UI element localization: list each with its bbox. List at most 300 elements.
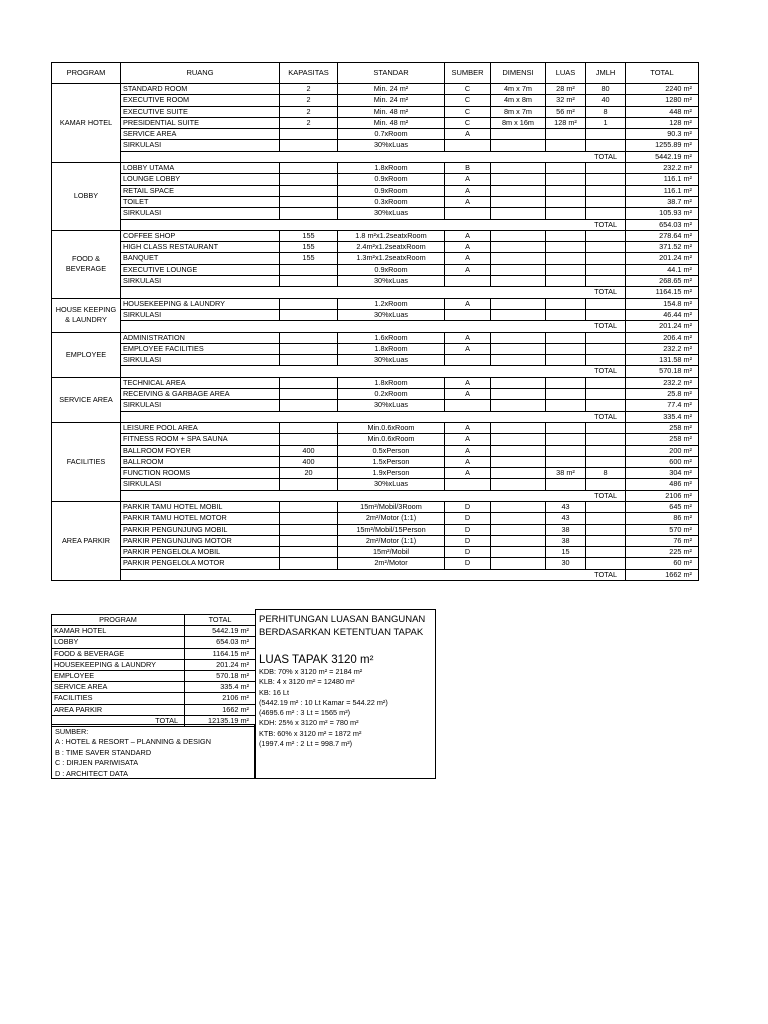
jmlh-cell — [586, 377, 626, 388]
calc-line-klb: KLB: 4 x 3120 m² = 12480 m² — [259, 677, 355, 687]
table-row — [52, 355, 699, 366]
sumber-cell: A — [445, 456, 491, 467]
kapasitas-cell — [280, 309, 338, 320]
dimensi-cell — [491, 332, 546, 343]
program-cell: HOUSE KEEPING & LAUNDRY — [52, 298, 121, 332]
luas-cell: 32 m² — [546, 95, 586, 106]
jmlh-cell — [586, 309, 626, 320]
summary-total: 5442.19 m² — [185, 626, 256, 637]
summary-program: EMPLOYEE — [52, 671, 185, 682]
group-total-label: TOTAL — [121, 219, 626, 230]
ruang-cell: FUNCTION ROOMS — [121, 468, 280, 479]
total-cell: 86 m² — [626, 513, 699, 524]
ruang-cell: STANDARD ROOM — [121, 84, 280, 95]
standar-cell: 2.4m²x1.2seatxRoom — [338, 242, 445, 253]
standar-cell: 30%xLuas — [338, 479, 445, 490]
summary-header-program: PROGRAM — [52, 615, 185, 626]
kapasitas-cell: 20 — [280, 468, 338, 479]
dimensi-cell — [491, 355, 546, 366]
jmlh-cell — [586, 174, 626, 185]
total-cell: 77.4 m² — [626, 400, 699, 411]
standar-cell: 1.8xRoom — [338, 343, 445, 354]
ruang-cell: RETAIL SPACE — [121, 185, 280, 196]
sumber-cell: D — [445, 535, 491, 546]
group-total-value: 570.18 m² — [626, 366, 699, 377]
summary-row — [52, 637, 256, 648]
program-cell: KAMAR HOTEL — [52, 84, 121, 163]
total-cell: 225 m² — [626, 547, 699, 558]
table-row — [52, 524, 699, 535]
ruang-cell: SIRKULASI — [121, 479, 280, 490]
sumber-cell: A — [445, 422, 491, 433]
summary-total: 1164.15 m² — [185, 648, 256, 659]
calc-line-kdb: KDB: 70% x 3120 m² = 2184 m² — [259, 667, 363, 676]
summary-row — [52, 671, 256, 682]
jmlh-cell — [586, 163, 626, 174]
jmlh-cell: 80 — [586, 84, 626, 95]
jmlh-cell — [586, 332, 626, 343]
jmlh-cell — [586, 230, 626, 241]
total-cell: 570 m² — [626, 524, 699, 535]
summary-total: 2106 m² — [185, 693, 256, 704]
dimensi-cell — [491, 377, 546, 388]
ruang-cell: PARKIR TAMU HOTEL MOTOR — [121, 513, 280, 524]
table-row — [52, 230, 699, 241]
summary-row — [52, 704, 256, 715]
jmlh-cell — [586, 343, 626, 354]
luas-cell — [546, 174, 586, 185]
dimensi-cell — [491, 230, 546, 241]
sumber-cell: A — [445, 185, 491, 196]
ruang-cell: TECHNICAL AREA — [121, 377, 280, 388]
total-cell: 25.8 m² — [626, 389, 699, 400]
program-cell: FOOD & BEVERAGE — [52, 230, 121, 298]
luas-cell: 38 — [546, 535, 586, 546]
luas-cell — [546, 230, 586, 241]
sumber-cell: A — [445, 129, 491, 140]
dimensi-cell — [491, 174, 546, 185]
luas-cell: 15 — [546, 547, 586, 558]
total-cell: 60 m² — [626, 558, 699, 569]
kapasitas-cell — [280, 163, 338, 174]
jmlh-cell — [586, 479, 626, 490]
jmlh-cell — [586, 276, 626, 287]
summary-program: FOOD & BEVERAGE — [52, 648, 185, 659]
table-row — [52, 298, 699, 309]
dimensi-cell: 4m x 8m — [491, 95, 546, 106]
kapasitas-cell — [280, 196, 338, 207]
table-row — [52, 95, 699, 106]
kapasitas-cell — [280, 208, 338, 219]
header-sumber: SUMBER — [445, 63, 491, 84]
luas-cell — [546, 276, 586, 287]
standar-cell: 1.5xPerson — [338, 456, 445, 467]
table-row — [52, 174, 699, 185]
sumber-cell — [445, 400, 491, 411]
kapasitas-cell — [280, 298, 338, 309]
dimensi-cell — [491, 547, 546, 558]
standar-cell: 30%xLuas — [338, 208, 445, 219]
dimensi-cell — [491, 208, 546, 219]
program-cell: FACILITIES — [52, 422, 121, 501]
ruang-cell: RECEIVING & GARBAGE AREA — [121, 389, 280, 400]
group-total-row — [52, 151, 699, 162]
ruang-cell: PARKIR PENGELOLA MOBIL — [121, 547, 280, 558]
sources-title: SUMBER: — [55, 727, 89, 736]
sumber-cell: C — [445, 84, 491, 95]
ruang-cell: SIRKULASI — [121, 355, 280, 366]
dimensi-cell: 8m x 7m — [491, 106, 546, 117]
jmlh-cell — [586, 253, 626, 264]
kapasitas-cell — [280, 140, 338, 151]
luas-cell: 30 — [546, 558, 586, 569]
table-row — [52, 140, 699, 151]
luas-cell — [546, 377, 586, 388]
program-cell: EMPLOYEE — [52, 332, 121, 377]
ruang-cell: EMPLOYEE FACILITIES — [121, 343, 280, 354]
jmlh-cell — [586, 547, 626, 558]
dimensi-cell — [491, 298, 546, 309]
group-total-label: TOTAL — [121, 321, 626, 332]
standar-cell: 0.9xRoom — [338, 174, 445, 185]
dimensi-cell — [491, 129, 546, 140]
table-row — [52, 377, 699, 388]
luas-cell — [546, 140, 586, 151]
table-row — [52, 456, 699, 467]
total-cell: 154.8 m² — [626, 298, 699, 309]
space-program-body — [52, 84, 699, 581]
luas-cell: 38 m² — [546, 468, 586, 479]
ruang-cell: COFFEE SHOP — [121, 230, 280, 241]
dimensi-cell — [491, 163, 546, 174]
jmlh-cell — [586, 535, 626, 546]
luas-cell — [546, 309, 586, 320]
total-cell: 128 m² — [626, 117, 699, 128]
ruang-cell: EXECUTIVE ROOM — [121, 95, 280, 106]
summary-total: 570.18 m² — [185, 671, 256, 682]
total-cell: 44.1 m² — [626, 264, 699, 275]
dimensi-cell — [491, 468, 546, 479]
kapasitas-cell: 2 — [280, 117, 338, 128]
group-total-row — [52, 287, 699, 298]
sumber-cell: A — [445, 332, 491, 343]
jmlh-cell — [586, 501, 626, 512]
table-row — [52, 276, 699, 287]
standar-cell: 15m²/Mobil — [338, 547, 445, 558]
luas-cell — [546, 400, 586, 411]
table-row — [52, 309, 699, 320]
sumber-cell: B — [445, 163, 491, 174]
dimensi-cell — [491, 309, 546, 320]
ruang-cell: BALLROOM — [121, 456, 280, 467]
jmlh-cell — [586, 445, 626, 456]
ruang-cell: LOBBY UTAMA — [121, 163, 280, 174]
luas-cell — [546, 422, 586, 433]
kapasitas-cell — [280, 513, 338, 524]
group-total-value: 5442.19 m² — [626, 151, 699, 162]
kapasitas-cell: 400 — [280, 456, 338, 467]
kapasitas-cell — [280, 332, 338, 343]
ruang-cell: SIRKULASI — [121, 208, 280, 219]
header-standar: STANDAR — [338, 63, 445, 84]
total-cell: 232.2 m² — [626, 163, 699, 174]
total-cell: 1255.89 m² — [626, 140, 699, 151]
jmlh-cell: 1 — [586, 117, 626, 128]
ruang-cell: SIRKULASI — [121, 400, 280, 411]
standar-cell: 0.9xRoom — [338, 185, 445, 196]
summary-program: KAMAR HOTEL — [52, 626, 185, 637]
kapasitas-cell — [280, 422, 338, 433]
dimensi-cell — [491, 501, 546, 512]
table-row — [52, 196, 699, 207]
ruang-cell: HIGH CLASS RESTAURANT — [121, 242, 280, 253]
dimensi-cell — [491, 276, 546, 287]
header-luas: LUAS — [546, 63, 586, 84]
luas-cell — [546, 163, 586, 174]
dimensi-cell — [491, 524, 546, 535]
total-cell: 258 m² — [626, 422, 699, 433]
jmlh-cell: 8 — [586, 468, 626, 479]
sumber-cell: A — [445, 389, 491, 400]
sumber-cell — [445, 208, 491, 219]
sumber-cell: A — [445, 253, 491, 264]
kapasitas-cell — [280, 276, 338, 287]
sumber-cell: C — [445, 106, 491, 117]
ruang-cell: BALLROOM FOYER — [121, 445, 280, 456]
jmlh-cell — [586, 129, 626, 140]
kapasitas-cell: 2 — [280, 95, 338, 106]
summary-table — [51, 614, 256, 727]
dimensi-cell — [491, 253, 546, 264]
group-total-row — [52, 219, 699, 230]
dimensi-cell — [491, 445, 546, 456]
standar-cell: Min.0.6xRoom — [338, 422, 445, 433]
group-total-label: TOTAL — [121, 411, 626, 422]
luas-cell — [546, 434, 586, 445]
table-row — [52, 332, 699, 343]
luas-cell — [546, 445, 586, 456]
ruang-cell: SIRKULASI — [121, 309, 280, 320]
source-item: B : TIME SAVER STANDARD — [55, 747, 152, 757]
table-row — [52, 501, 699, 512]
total-cell: 38.7 m² — [626, 196, 699, 207]
standar-cell: 1.8 m²x1.2seatxRoom — [338, 230, 445, 241]
group-total-label: TOTAL — [121, 151, 626, 162]
group-total-row — [52, 321, 699, 332]
table-row — [52, 253, 699, 264]
total-cell: 1280 m² — [626, 95, 699, 106]
jmlh-cell — [586, 196, 626, 207]
group-total-value: 335.4 m² — [626, 411, 699, 422]
kapasitas-cell: 2 — [280, 84, 338, 95]
dimensi-cell — [491, 264, 546, 275]
total-cell: 76 m² — [626, 535, 699, 546]
kapasitas-cell — [280, 524, 338, 535]
luas-cell: 56 m² — [546, 106, 586, 117]
sumber-cell — [445, 309, 491, 320]
standar-cell: 15m²/Mobil/3Room — [338, 501, 445, 512]
sumber-cell — [445, 140, 491, 151]
table-row — [52, 422, 699, 433]
jmlh-cell — [586, 389, 626, 400]
table-row — [52, 242, 699, 253]
summary-program: AREA PARKIR — [52, 704, 185, 715]
luas-cell — [546, 479, 586, 490]
standar-cell: 1.2xRoom — [338, 298, 445, 309]
header-ruang: RUANG — [121, 63, 280, 84]
total-cell: 131.58 m² — [626, 355, 699, 366]
standar-cell: 1.3m²x1.2seatxRoom — [338, 253, 445, 264]
table-row — [52, 106, 699, 117]
standar-cell: 1.6xRoom — [338, 332, 445, 343]
luas-cell — [546, 298, 586, 309]
summary-header-total: TOTAL — [185, 615, 256, 626]
group-total-row — [52, 411, 699, 422]
summary-grand-total: 12135.19 m² — [185, 715, 256, 726]
header-program: PROGRAM — [52, 63, 121, 84]
jmlh-cell — [586, 422, 626, 433]
calc-line-other-floors: (4695.6 m² : 3 Lt = 1565 m²) — [259, 708, 351, 718]
calculation-title — [259, 613, 432, 639]
luas-cell — [546, 264, 586, 275]
ruang-cell: SIRKULASI — [121, 140, 280, 151]
standar-cell: Min. 24 m² — [338, 84, 445, 95]
luas-cell — [546, 456, 586, 467]
sumber-cell: D — [445, 501, 491, 512]
standar-cell: 30%xLuas — [338, 276, 445, 287]
dimensi-cell — [491, 456, 546, 467]
luas-cell — [546, 343, 586, 354]
total-cell: 206.4 m² — [626, 332, 699, 343]
jmlh-cell — [586, 434, 626, 445]
total-cell: 600 m² — [626, 456, 699, 467]
luas-cell — [546, 208, 586, 219]
jmlh-cell — [586, 185, 626, 196]
ruang-cell: PARKIR PENGUNJUNG MOTOR — [121, 535, 280, 546]
table-row — [52, 264, 699, 275]
jmlh-cell — [586, 456, 626, 467]
table-row — [52, 513, 699, 524]
table-row — [52, 163, 699, 174]
ruang-cell: HOUSEKEEPING & LAUNDRY — [121, 298, 280, 309]
calculation-box — [255, 609, 436, 779]
standar-cell: 0.7xRoom — [338, 129, 445, 140]
kapasitas-cell: 155 — [280, 230, 338, 241]
jmlh-cell — [586, 355, 626, 366]
luas-cell — [546, 242, 586, 253]
group-total-label: TOTAL — [121, 366, 626, 377]
total-cell: 448 m² — [626, 106, 699, 117]
kapasitas-cell — [280, 343, 338, 354]
table-row — [52, 129, 699, 140]
total-cell: 90.3 m² — [626, 129, 699, 140]
standar-cell: 2m²/Motor (1:1) — [338, 535, 445, 546]
total-cell: 371.52 m² — [626, 242, 699, 253]
sumber-cell: A — [445, 343, 491, 354]
table-row — [52, 84, 699, 95]
standar-cell: 15m²/Mobil/15Person — [338, 524, 445, 535]
kapasitas-cell — [280, 434, 338, 445]
ruang-cell: FITNESS ROOM + SPA SAUNA — [121, 434, 280, 445]
jmlh-cell — [586, 400, 626, 411]
dimensi-cell: 4m x 7m — [491, 84, 546, 95]
standar-cell: Min.0.6xRoom — [338, 434, 445, 445]
sumber-cell — [445, 276, 491, 287]
standar-cell: Min. 48 m² — [338, 106, 445, 117]
ruang-cell: PARKIR PENGELOLA MOTOR — [121, 558, 280, 569]
sumber-cell — [445, 355, 491, 366]
total-cell: 232.2 m² — [626, 377, 699, 388]
summary-row — [52, 693, 256, 704]
dimensi-cell — [491, 400, 546, 411]
summary-program: HOUSEKEEPING & LAUNDRY — [52, 659, 185, 670]
group-total-label: TOTAL — [121, 287, 626, 298]
group-total-value: 1662 m² — [626, 569, 699, 580]
standar-cell: 30%xLuas — [338, 400, 445, 411]
total-cell: 645 m² — [626, 501, 699, 512]
group-total-row — [52, 569, 699, 580]
dimensi-cell — [491, 434, 546, 445]
standar-cell: 30%xLuas — [338, 355, 445, 366]
calculation-title-line: BERDASARKAN KETENTUAN TAPAK — [259, 627, 424, 638]
sumber-cell: C — [445, 95, 491, 106]
calc-line-room-floors: (5442.19 m² : 10 Lt Kamar = 544.22 m²) — [259, 697, 388, 707]
group-total-value: 654.03 m² — [626, 219, 699, 230]
sumber-cell: A — [445, 298, 491, 309]
group-total-value: 2106 m² — [626, 490, 699, 501]
sources-box — [51, 724, 255, 779]
luas-cell: 43 — [546, 513, 586, 524]
sumber-cell: A — [445, 174, 491, 185]
kapasitas-cell — [280, 355, 338, 366]
luas-cell — [546, 185, 586, 196]
kapasitas-cell — [280, 547, 338, 558]
summary-row — [52, 648, 256, 659]
luas-cell — [546, 253, 586, 264]
dimensi-cell — [491, 242, 546, 253]
total-cell: 258 m² — [626, 434, 699, 445]
total-cell: 201.24 m² — [626, 253, 699, 264]
header-total: TOTAL — [626, 63, 699, 84]
jmlh-cell — [586, 524, 626, 535]
table-row — [52, 547, 699, 558]
summary-row — [52, 659, 256, 670]
table-row — [52, 343, 699, 354]
table-row — [52, 445, 699, 456]
luas-cell — [546, 332, 586, 343]
dimensi-cell — [491, 343, 546, 354]
ruang-cell: PRESIDENTIAL SUITE — [121, 117, 280, 128]
header-kapasitas: KAPASITAS — [280, 63, 338, 84]
jmlh-cell: 8 — [586, 106, 626, 117]
kapasitas-cell — [280, 174, 338, 185]
luas-cell: 43 — [546, 501, 586, 512]
kapasitas-cell — [280, 264, 338, 275]
summary-total: 654.03 m² — [185, 637, 256, 648]
jmlh-cell — [586, 298, 626, 309]
table-row — [52, 434, 699, 445]
dimensi-cell — [491, 513, 546, 524]
dimensi-cell — [491, 422, 546, 433]
total-cell: 46.44 m² — [626, 309, 699, 320]
dimensi-cell — [491, 185, 546, 196]
jmlh-cell — [586, 558, 626, 569]
ruang-cell: EXECUTIVE LOUNGE — [121, 264, 280, 275]
source-item: A : HOTEL & RESORT – PLANNING & DESIGN — [55, 737, 211, 747]
kapasitas-cell — [280, 185, 338, 196]
calc-line-kdh: KDH: 25% x 3120 m² = 780 m² — [259, 718, 359, 728]
sumber-cell: A — [445, 242, 491, 253]
